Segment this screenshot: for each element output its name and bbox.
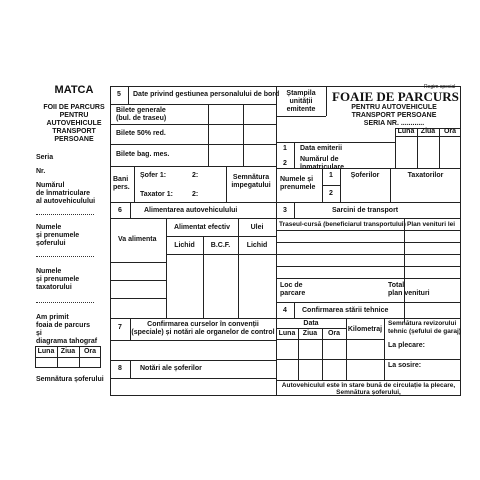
nr-inmatriculare-label: Numărul de înmatriculare [300,156,344,171]
form-subtitle-2: TRANSPORT PERSOANE [351,112,437,119]
taxator2-label: 2: [192,191,199,198]
name-row-2: 2 [329,190,333,197]
lichid-label: Lichid [174,242,195,249]
confirmarea-curselor-label: Confirmarea curselor în convenții (speciale) și notări ale organelor de control [131,321,275,336]
form-sheet [0,78,480,398]
lichid2-label: Lichid [246,242,268,249]
regim-special-label: Regim special [424,84,456,90]
kilometraj-label: Kilometraj [347,326,383,333]
stub-vehicle-reg-line[interactable] [36,214,94,215]
bcf-label: B.C.F. [210,242,231,249]
bilete-50-label: Bilete 50% red. [116,130,166,137]
alimentarea-title: Alimentarea autovehiculului [144,207,238,214]
stub-seria-label: Seria [36,154,54,161]
data-ora: Ora [327,330,341,337]
sec7-number: 7 [118,324,122,331]
stub-date-luna: Luna [37,348,55,355]
stub-taximeters-label: Numele și prenumele taxatorului [36,268,80,291]
semnatura-revizor-label: Semnătura revizorului tehnic (șefului de garaj) [388,320,461,335]
notari-label: Notări ale șoferilor [140,365,202,372]
bani-pers-label: Bani pers. [113,176,130,191]
data-luna: Luna [278,330,296,337]
stub-nr-label: Nr. [36,168,46,175]
va-alimenta-label: Va alimenta [118,236,157,243]
sofer1-label: Șofer 1: [140,172,167,179]
data-ziua: Ziua [302,330,318,337]
confirmarea-starii-label: Confirmarea stării tehnice [302,307,389,314]
stub-date-ora: Ora [83,348,97,355]
data-label: Data [303,320,319,327]
stampila-label: Ștampila unității emitente [286,90,316,113]
ulei-label: Ulei [250,224,264,231]
sec4-number: 4 [283,307,287,314]
stub-vehicle-reg-label: Numărul de înmatriculare al autovehiculului [36,182,96,205]
stub-drivers-line[interactable] [36,256,94,257]
sec8-number: 8 [118,365,122,372]
hdr-date-ora: Ora [443,128,457,135]
soferilor-label: Șoferilor [350,172,380,179]
name-row-1: 1 [329,172,333,179]
sarcini-label: Sarcini de transport [332,207,399,214]
stub-taximeters-line[interactable] [36,302,94,303]
la-sosire-label: La sosire: [388,362,422,369]
autovehicul-stare-label: Autovehiculul este în stare bună de circulație la plecare, Semnătura șoferului, [281,382,456,396]
traseu-label: Traseul-cursă (beneficiarul transportului) [279,221,406,228]
sec5-number: 5 [117,91,121,98]
sec2-number: 2 [283,160,287,167]
form-title: FOAIE DE PARCURS [332,89,459,104]
sec6-number: 6 [118,207,122,214]
hdr-date-luna: Luna [397,128,415,135]
sec3-number: 3 [283,207,287,214]
stub-subtitle: FOII DE PARCURS PENTRU AUTOVEHICULE TRANSPORT PERSOANE [43,104,105,143]
la-plecare-label: La plecare: [388,342,425,349]
bilete-generale-label: Bilete generale (bul. de traseu) [116,107,167,122]
plan-venituri-label: Plan venituri lei [407,221,456,228]
total-plan-label: Total plan venituri [388,282,430,297]
semnatura-impegatului-label: Semnătura impegatului [231,174,271,189]
form-subtitle-1: PENTRU AUTOVEHICULE [351,104,437,111]
stub-signature-label: Semnătura șoferului [36,376,104,383]
sec1-number: 1 [283,145,287,152]
nume-prenume-label: Numele și prenumele [280,176,316,191]
alimentat-efectiv-label: Alimentat efectiv [173,224,231,231]
data-emiterii-label: Data emiterii [300,145,343,152]
taxator1-label: Taxator 1: [140,191,173,198]
sofer2-label: 2: [192,172,199,179]
stub-title: MATCA [54,84,94,96]
sec5-title: Date privind gestiunea personalului de bord [133,91,280,98]
stub-received-label: Am primit foaia de parcurs și diagrama tahograf [36,314,98,345]
form-seria-nr: SERIA NR. ............ [363,120,425,127]
stub-date-ziua: Ziua [60,348,76,355]
stub-drivers-label: Numele și prenumele șoferului [36,224,80,247]
taxatorilor-label: Taxatorilor [407,172,444,179]
hdr-date-ziua: Ziua [420,128,436,135]
bilete-bag-label: Bilete bag. mes. [116,151,170,158]
loc-parcare-label: Loc de parcare [280,282,306,297]
